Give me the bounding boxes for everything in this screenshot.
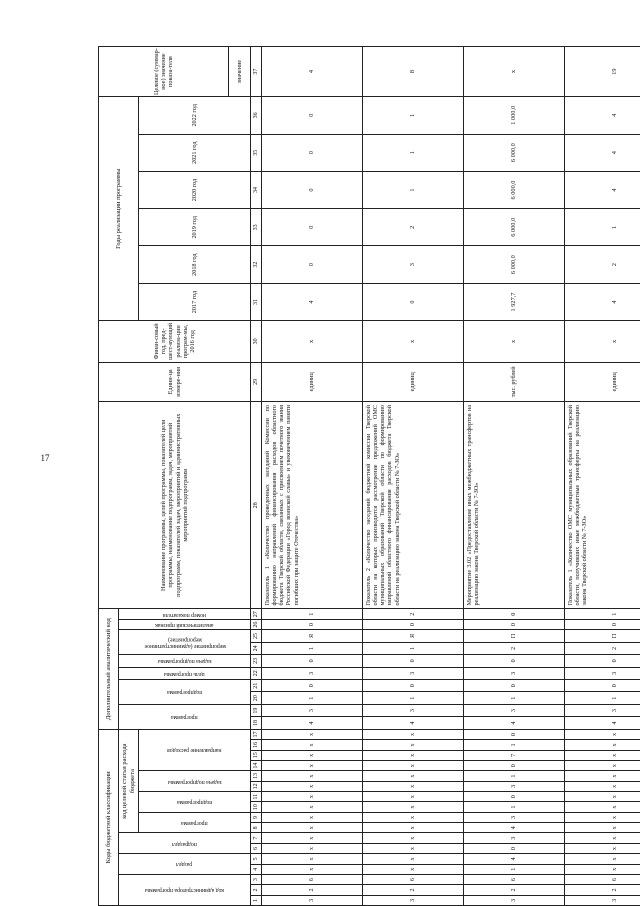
row-year-value: 4 xyxy=(262,283,363,320)
row-year-value: 4 xyxy=(565,283,640,320)
year-2022-header: 2022 год xyxy=(139,97,251,134)
column-number: 14 xyxy=(251,760,262,770)
code-cell: 1 xyxy=(565,609,640,619)
code-cell: 0 xyxy=(363,655,464,667)
table-row xyxy=(262,47,363,906)
code-cell: х xyxy=(262,760,363,770)
code-cell: 1 xyxy=(464,740,565,750)
row-year-value: 4 xyxy=(565,97,640,134)
row-year-value: 6 000,0 xyxy=(464,134,565,171)
code-cell: 1 xyxy=(464,771,565,781)
code-cell: 0 xyxy=(464,760,565,770)
column-number: 37 xyxy=(251,47,262,97)
row-year-value: 3 xyxy=(363,246,464,283)
code-cell: 0 xyxy=(363,619,464,629)
code-cell: х xyxy=(565,750,640,760)
column-number: 13 xyxy=(251,771,262,781)
code-cell: х xyxy=(363,854,464,864)
code-cell: х xyxy=(262,729,363,740)
column-number: 15 xyxy=(251,750,262,760)
column-number: 10 xyxy=(251,802,262,812)
code-cell: 0 xyxy=(464,609,565,619)
code-cell: П xyxy=(464,630,565,642)
code-cell: х xyxy=(262,864,363,874)
code-cell: 1 xyxy=(565,692,640,704)
code-cell: х xyxy=(363,729,464,740)
page-number: 17 xyxy=(20,453,70,463)
code-cell: 4 xyxy=(464,717,565,729)
column-number: 12 xyxy=(251,781,262,791)
code-cell: 3 xyxy=(565,895,640,905)
code-cell: х xyxy=(565,760,640,770)
code-cell: 0 xyxy=(464,843,565,853)
year-2019-header: 2019 год xyxy=(139,209,251,246)
row-unit: единиц xyxy=(565,362,640,401)
column-number: 16 xyxy=(251,740,262,750)
code-cell: х xyxy=(262,812,363,822)
row-fin-year: х xyxy=(262,321,363,362)
code-cell: х xyxy=(262,771,363,781)
row-year-value: 1 xyxy=(565,209,640,246)
code-cell: х xyxy=(565,864,640,874)
column-number: 8 xyxy=(251,823,262,833)
code-cell: 1 xyxy=(464,802,565,812)
column-number: 5 xyxy=(251,854,262,864)
code-cell: х xyxy=(565,781,640,791)
row-fin-year: х xyxy=(363,321,464,362)
code-cell: х xyxy=(363,740,464,750)
row-year-value: 1 xyxy=(363,171,464,208)
code-cell: 0 xyxy=(565,619,640,629)
code-cell: х xyxy=(363,781,464,791)
target-sub-header: значение xyxy=(229,47,251,97)
a-programma-header: программа xyxy=(119,704,251,729)
code-cell: х xyxy=(363,823,464,833)
row-target-value: 19 xyxy=(565,47,640,97)
column-number: 23 xyxy=(251,655,262,667)
code-cell: 4 xyxy=(464,823,565,833)
code-cell: 2 xyxy=(464,885,565,895)
code-cell: 3 xyxy=(363,895,464,905)
code-cell: х xyxy=(262,823,363,833)
row-year-value: 4 xyxy=(565,171,640,208)
code-cell: х xyxy=(262,833,363,843)
year-2020-header: 2020 год xyxy=(139,171,251,208)
code-cell: х xyxy=(363,750,464,760)
year-2018-header: 2018 год xyxy=(139,246,251,283)
column-number: 7 xyxy=(251,833,262,843)
name-header: Наименование программы, целей программы, показателей цели программы, наименование подпрограмм, задач, мероприятий подпрограмм, показателей задач, мероприятий и административных мероприятий подпрограмм xyxy=(99,402,251,609)
code-cell: 1 xyxy=(262,692,363,704)
column-number: 32 xyxy=(251,246,262,283)
program-table xyxy=(98,46,640,906)
row-target-value: х xyxy=(464,47,565,97)
code-cell: 1 xyxy=(262,642,363,654)
code-cell: 0 xyxy=(464,679,565,691)
razdel-header: раздел xyxy=(119,854,251,875)
a-podprogramma-header: подпрограмма xyxy=(119,679,251,704)
code-cell: 3 xyxy=(464,704,565,716)
code-cell: х xyxy=(565,823,640,833)
code-cell: 0 xyxy=(565,679,640,691)
column-number: 18 xyxy=(251,717,262,729)
code-cell: х xyxy=(565,729,640,740)
row-year-value: 2 xyxy=(363,209,464,246)
rotated-table-container xyxy=(98,46,638,906)
code-cell: 0 xyxy=(464,655,565,667)
row-unit: единиц xyxy=(363,362,464,401)
code-cell: 1 xyxy=(464,692,565,704)
code-cell: х xyxy=(565,802,640,812)
table-row xyxy=(464,47,565,906)
fin-year-header: Финан-совый год, пред-шест-вующий реализа-ции програм-мы, 2016 год xyxy=(99,321,251,362)
row-year-value: 0 xyxy=(363,283,464,320)
code-cell: х xyxy=(363,833,464,843)
code-cell: 0 xyxy=(262,655,363,667)
row-fin-year: х xyxy=(464,321,565,362)
column-number: 24 xyxy=(251,642,262,654)
row-description: Показатель 1 «Количество ОМС муниципальных образований Тверской области, получивших иные межбюджетные трансферты на реализацию закона Тверской области № 7-ЗО» xyxy=(565,402,640,609)
row-year-value: 0 xyxy=(262,134,363,171)
code-cell: х xyxy=(262,792,363,802)
code-cell: х xyxy=(565,792,640,802)
column-number: 36 xyxy=(251,97,262,134)
code-cell: х xyxy=(363,843,464,853)
code-cell: 4 xyxy=(363,717,464,729)
code-cell: 6 xyxy=(363,874,464,884)
table-row xyxy=(363,47,464,906)
code-cell: 3 xyxy=(565,704,640,716)
code-cell: 1 xyxy=(363,642,464,654)
code-cell: х xyxy=(363,760,464,770)
code-cell: 3 xyxy=(464,833,565,843)
code-cell: 6 xyxy=(565,874,640,884)
target-code-header: код целевой статьи расхода бюджета xyxy=(119,729,139,833)
a-cel-header: цель программы xyxy=(119,667,251,679)
column-number: 3 xyxy=(251,874,262,884)
column-number: 35 xyxy=(251,134,262,171)
code-cell: х xyxy=(262,750,363,760)
code-cell: 0 xyxy=(363,679,464,691)
code-cell: 3 xyxy=(363,667,464,679)
column-number: 19 xyxy=(251,704,262,716)
row-description: Мероприятие 3.02 «Предоставление иных межбюджетных трансфертов на реализацию закона Тверской области № 7-ЗО» xyxy=(464,402,565,609)
code-cell: 6 xyxy=(262,874,363,884)
year-2021-header: 2021 год xyxy=(139,134,251,171)
column-number: 9 xyxy=(251,812,262,822)
code-cell: 2 xyxy=(464,642,565,654)
admin-code-header: код администратора программы xyxy=(119,874,251,905)
code-cell: 3 xyxy=(464,667,565,679)
target-header: Целевое (суммар-ное) значение показа-теля xyxy=(99,47,229,97)
column-number: 4 xyxy=(251,864,262,874)
code-cell: х xyxy=(363,802,464,812)
table-body xyxy=(262,47,640,906)
column-number: 27 xyxy=(251,609,262,619)
code-cell: 1 xyxy=(262,609,363,619)
code-cell: х xyxy=(262,843,363,853)
code-cell: х xyxy=(565,740,640,750)
code-cell: 4 xyxy=(565,717,640,729)
row-target-value: 4 xyxy=(262,47,363,97)
code-cell: х xyxy=(565,771,640,781)
row-year-value: 1 xyxy=(363,97,464,134)
a-meropriyatie-header: мероприятие (административное мероприятие) xyxy=(119,630,251,655)
column-number: 21 xyxy=(251,679,262,691)
code-cell: х xyxy=(565,833,640,843)
column-number: 20 xyxy=(251,692,262,704)
code-cell: х xyxy=(262,781,363,791)
code-cell: 7 xyxy=(464,750,565,760)
a-nomer-header: номер показателя xyxy=(119,609,251,619)
column-number: 28 xyxy=(251,402,262,609)
year-2017-header: 2017 год xyxy=(139,283,251,320)
code-cell: х xyxy=(565,843,640,853)
code-cell: Я xyxy=(363,630,464,642)
row-target-value: 8 xyxy=(363,47,464,97)
code-cell: 4 xyxy=(262,717,363,729)
column-number: 1 xyxy=(251,895,262,905)
column-number: 31 xyxy=(251,283,262,320)
column-number: 30 xyxy=(251,321,262,362)
row-year-value: 1 927,7 xyxy=(464,283,565,320)
row-year-value: 4 xyxy=(565,134,640,171)
code-cell: х xyxy=(262,854,363,864)
code-cell: 2 xyxy=(565,642,640,654)
code-cell: 0 xyxy=(464,792,565,802)
years-group-header: Годы реализации программы xyxy=(99,97,139,321)
code-cell: 3 xyxy=(262,895,363,905)
table-row xyxy=(565,47,640,906)
code-cell: х xyxy=(565,812,640,822)
column-number: 22 xyxy=(251,667,262,679)
column-number-row xyxy=(251,47,262,906)
code-cell: х xyxy=(363,771,464,781)
code-cell: 4 xyxy=(464,854,565,864)
code-cell: Я xyxy=(262,630,363,642)
column-number: 2 xyxy=(251,885,262,895)
row-year-value: 0 xyxy=(262,171,363,208)
code-cell: 1 xyxy=(363,692,464,704)
a-priznak-header: аналитический признак xyxy=(119,619,251,629)
column-number: 6 xyxy=(251,843,262,853)
row-description: Показатель 1 «Количество проведенных заседаний Комиссии по формированию направлений финансирования расходов областного бюджета Тверской области, связанных с присвоением почетного звания Российской Федерации «Город воинской славы» и увековечением памяти погибших при защите Отечества» xyxy=(262,402,363,609)
code-cell: 3 xyxy=(565,667,640,679)
column-number: 29 xyxy=(251,362,262,401)
group-analytic-code: Дополнительный аналитический код xyxy=(99,609,119,729)
code-cell: П xyxy=(565,630,640,642)
row-year-value: 6 000,0 xyxy=(464,171,565,208)
code-cell: х xyxy=(262,740,363,750)
code-cell: 2 xyxy=(565,885,640,895)
code-cell: х xyxy=(363,812,464,822)
code-cell: 2 xyxy=(363,609,464,619)
column-number: 34 xyxy=(251,171,262,208)
code-cell: 0 xyxy=(262,679,363,691)
code-cell: 3 xyxy=(262,704,363,716)
code-cell: 1 xyxy=(464,864,565,874)
column-number: 11 xyxy=(251,792,262,802)
code-cell: 2 xyxy=(262,885,363,895)
group-budget-classification: Коды бюджетной классификации xyxy=(99,729,119,905)
row-year-value: 2 xyxy=(565,246,640,283)
code-cell: х xyxy=(363,792,464,802)
row-year-value: 0 xyxy=(262,209,363,246)
column-number: 33 xyxy=(251,209,262,246)
row-year-value: 0 xyxy=(262,97,363,134)
row-unit: единиц xyxy=(262,362,363,401)
code-cell: 0 xyxy=(262,619,363,629)
code-cell: 3 xyxy=(464,895,565,905)
code-cell: 0 xyxy=(565,655,640,667)
a-zadacha-header: задача подпрограммы xyxy=(119,655,251,667)
podprogramma-header: подпрограмма xyxy=(139,792,251,813)
code-cell: 3 xyxy=(363,704,464,716)
row-description: Показатель 2 «Количество заседаний бюджетной комиссии Тверской области на которых производится рассмотрение предложений ОМС муниципальных образований Тверской области по формированию направлений областного финансирования расходов бюджета Тверской области на реализацию закона Тверской области № 7-ЗО» xyxy=(363,402,464,609)
row-year-value: 1 000,0 xyxy=(464,97,565,134)
napravlenie-header: направление расходов xyxy=(139,729,251,771)
code-cell: 3 xyxy=(262,667,363,679)
code-cell: х xyxy=(262,802,363,812)
row-year-value: 6 000,0 xyxy=(464,246,565,283)
code-cell: 0 xyxy=(464,619,565,629)
column-number: 26 xyxy=(251,619,262,629)
code-cell: х xyxy=(565,854,640,864)
code-cell: 3 xyxy=(464,812,565,822)
code-cell: 6 xyxy=(464,874,565,884)
column-number: 25 xyxy=(251,630,262,642)
podrazdel-header: подраздел xyxy=(119,833,251,854)
code-cell: 0 xyxy=(464,729,565,740)
programma-header: программа xyxy=(139,812,251,833)
unit-header: Едини-ца измере-ния xyxy=(99,362,251,401)
code-cell: х xyxy=(363,864,464,874)
row-fin-year: х xyxy=(565,321,640,362)
zadacha-podprogrammy-header: задача подпрограммы xyxy=(139,771,251,792)
row-year-value: 6 000,0 xyxy=(464,209,565,246)
code-cell: 2 xyxy=(363,885,464,895)
row-unit: тыс. рублей xyxy=(464,362,565,401)
row-year-value: 0 xyxy=(262,246,363,283)
column-number: 17 xyxy=(251,729,262,740)
row-year-value: 1 xyxy=(363,134,464,171)
code-cell: 3 xyxy=(464,781,565,791)
